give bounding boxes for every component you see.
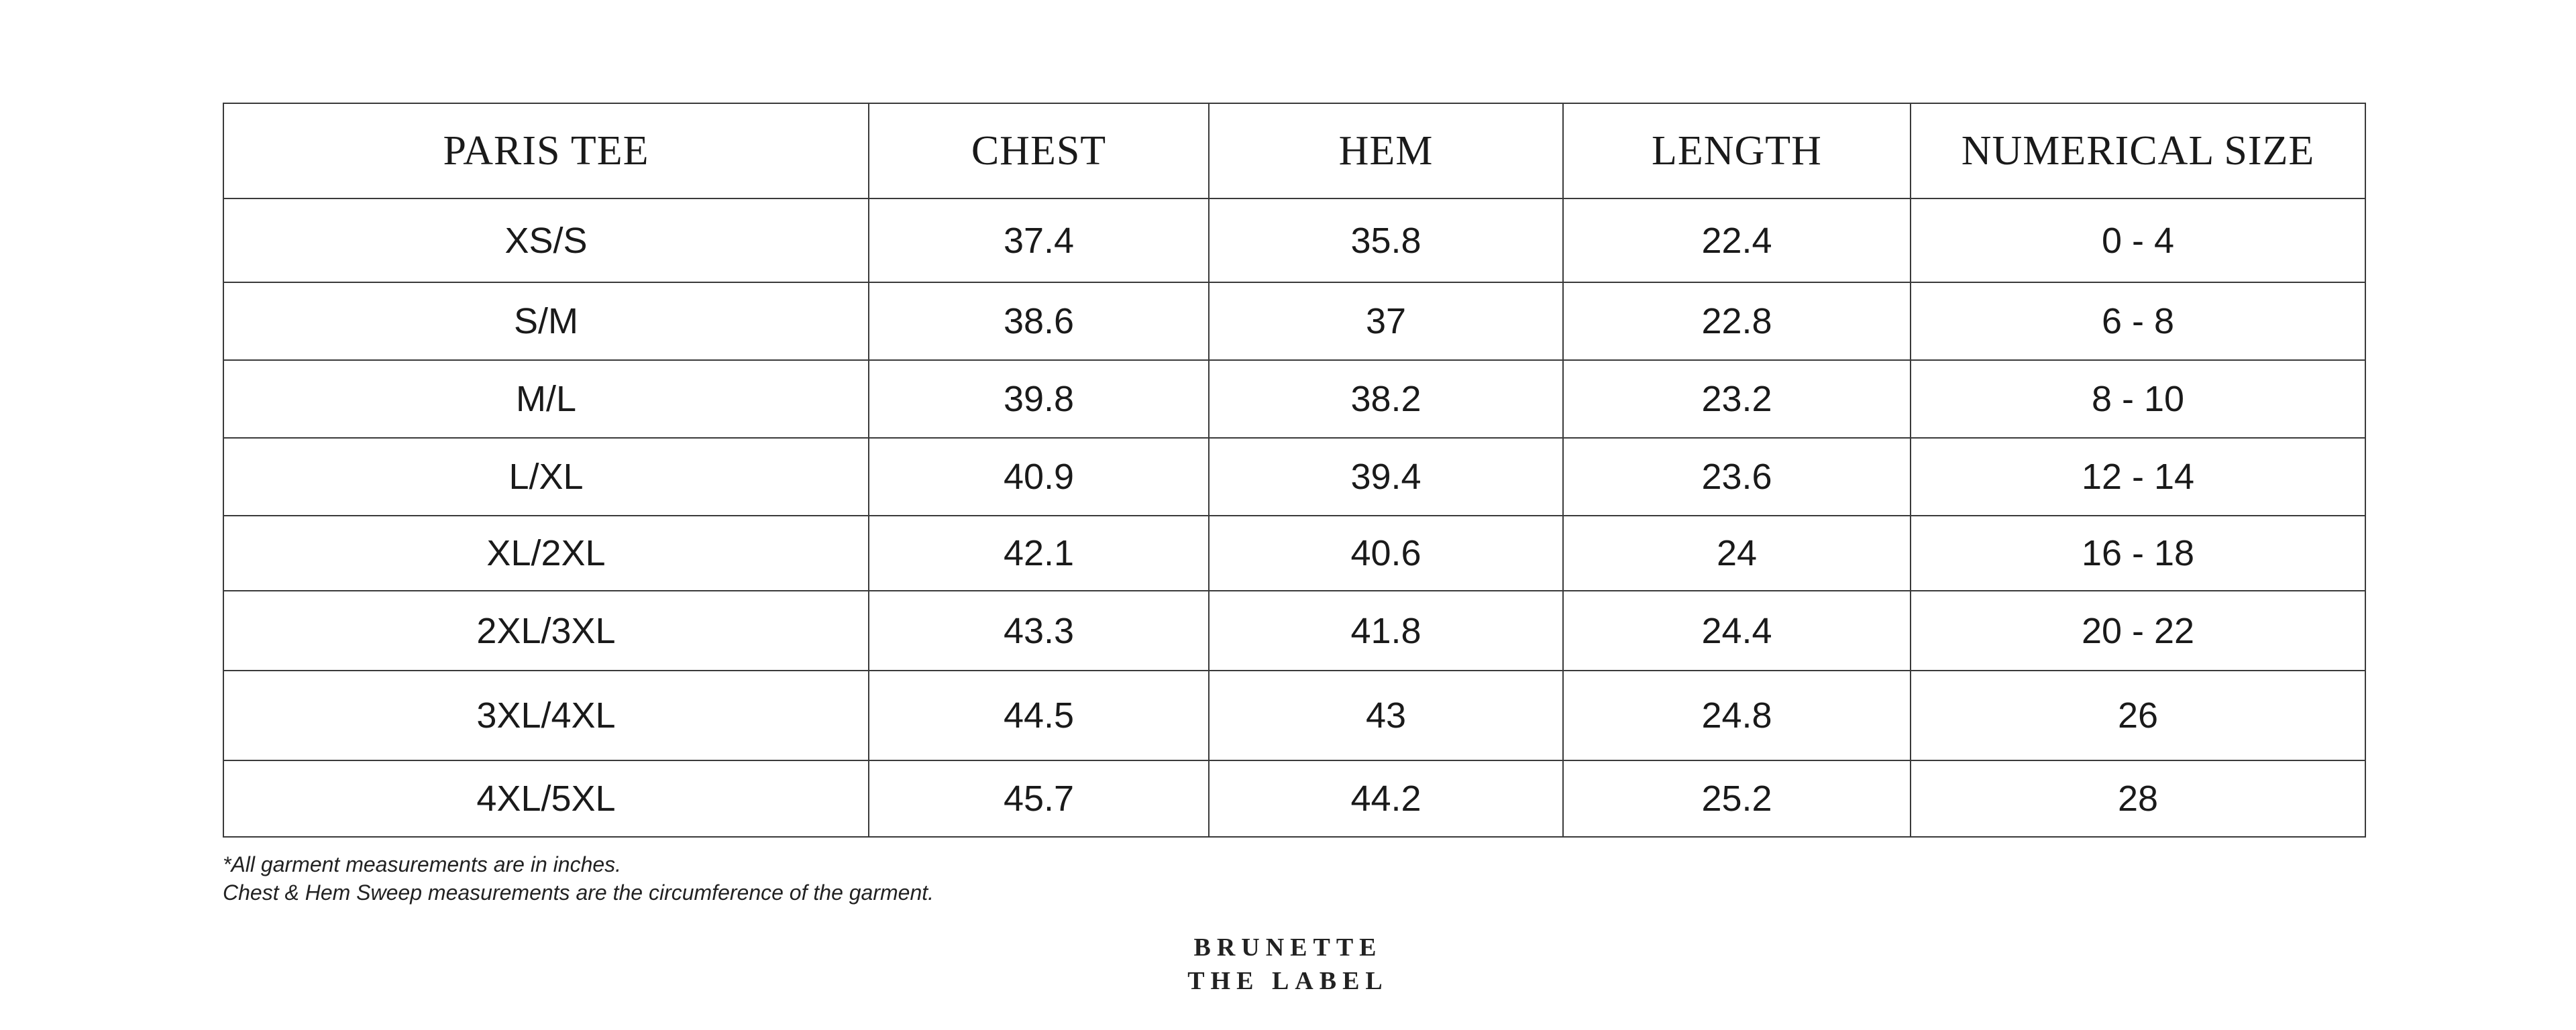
note-circumference: Chest & Hem Sweep measurements are the circumference of the garment. <box>223 880 934 905</box>
chest-cell: 42.1 <box>869 516 1209 591</box>
length-cell: 24.8 <box>1563 671 1911 760</box>
length-cell: 25.2 <box>1563 760 1911 837</box>
chest-cell: 37.4 <box>869 198 1209 282</box>
measurement-notes <box>223 850 934 907</box>
numerical-size-cell: 0 - 4 <box>1911 198 2365 282</box>
size-cell: 3XL/4XL <box>223 671 869 760</box>
table-row <box>223 198 2365 282</box>
hem-cell: 44.2 <box>1209 760 1563 837</box>
size-chart-table <box>223 103 2366 838</box>
chest-cell: 39.8 <box>869 360 1209 438</box>
chest-cell: 40.9 <box>869 438 1209 516</box>
table-row <box>223 760 2365 837</box>
numerical-size-cell: 28 <box>1911 760 2365 837</box>
brand-name: BRUNETTE <box>1193 933 1383 962</box>
hem-cell: 37 <box>1209 282 1563 360</box>
length-cell: 24.4 <box>1563 591 1911 671</box>
length-cell: 23.2 <box>1563 360 1911 438</box>
table-header-row <box>223 103 2365 198</box>
size-cell: XL/2XL <box>223 516 869 591</box>
numerical-size-cell: 8 - 10 <box>1911 360 2365 438</box>
numerical-size-cell: 20 - 22 <box>1911 591 2365 671</box>
hem-cell: 41.8 <box>1209 591 1563 671</box>
numerical-size-cell: 16 - 18 <box>1911 516 2365 591</box>
size-cell: 2XL/3XL <box>223 591 869 671</box>
chest-cell: 44.5 <box>869 671 1209 760</box>
header-chest: CHEST <box>869 103 1209 198</box>
size-cell: L/XL <box>223 438 869 516</box>
hem-cell: 39.4 <box>1209 438 1563 516</box>
table-row <box>223 438 2365 516</box>
header-length: LENGTH <box>1563 103 1911 198</box>
size-cell: 4XL/5XL <box>223 760 869 837</box>
hem-cell: 43 <box>1209 671 1563 760</box>
length-cell: 22.8 <box>1563 282 1911 360</box>
hem-cell: 40.6 <box>1209 516 1563 591</box>
table-row <box>223 591 2365 671</box>
length-cell: 23.6 <box>1563 438 1911 516</box>
note-units: *All garment measurements are in inches. <box>223 852 622 876</box>
header-numerical-size: NUMERICAL SIZE <box>1911 103 2365 198</box>
hem-cell: 35.8 <box>1209 198 1563 282</box>
chest-cell: 45.7 <box>869 760 1209 837</box>
size-cell: M/L <box>223 360 869 438</box>
header-hem: HEM <box>1209 103 1563 198</box>
hem-cell: 38.2 <box>1209 360 1563 438</box>
brand-tagline: THE LABEL <box>1187 967 1389 995</box>
table-row <box>223 516 2365 591</box>
table-row <box>223 360 2365 438</box>
length-cell: 22.4 <box>1563 198 1911 282</box>
size-cell: XS/S <box>223 198 869 282</box>
numerical-size-cell: 12 - 14 <box>1911 438 2365 516</box>
chest-cell: 43.3 <box>869 591 1209 671</box>
numerical-size-cell: 6 - 8 <box>1911 282 2365 360</box>
table-row <box>223 282 2365 360</box>
numerical-size-cell: 26 <box>1911 671 2365 760</box>
size-cell: S/M <box>223 282 869 360</box>
brand-logo <box>0 931 2576 998</box>
length-cell: 24 <box>1563 516 1911 591</box>
header-paris-tee: PARIS TEE <box>223 103 869 198</box>
table-row <box>223 671 2365 760</box>
chest-cell: 38.6 <box>869 282 1209 360</box>
